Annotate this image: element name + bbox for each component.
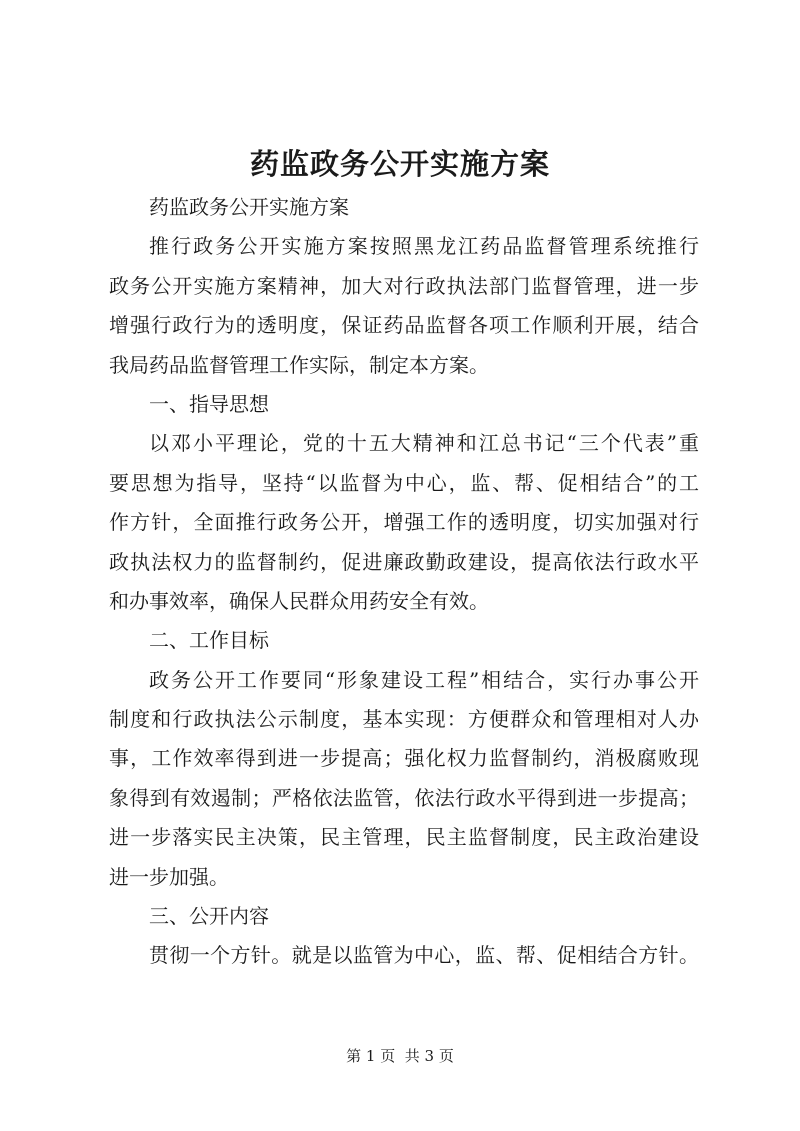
body-line: 象得到有效遏制；严格依法监管，依法行政水平得到进一步提高； (109, 785, 699, 810)
body-line: 以邓小平理论，党的十五大精神和江总书记“三个代表”重 (149, 431, 699, 456)
body-line: 增强行政行为的透明度，保证药品监督各项工作顺利开展，结合 (109, 313, 699, 338)
body-line: 进一步加强。 (109, 864, 229, 889)
page-number-label: 第 1 页 共 3 页 (346, 1047, 454, 1065)
body-line: 作方针，全面推行政务公开，增强工作的透明度，切实加强对行 (109, 510, 699, 535)
body-line: 进一步落实民主决策，民主管理，民主监督制度，民主政治建设 (109, 825, 699, 850)
body-line: 药监政务公开实施方案 (149, 195, 349, 219)
body-line: 我局药品监督管理工作实际，制定本方案。 (109, 352, 489, 377)
body-line: 推行政务公开实施方案按照黑龙江药品监督管理系统推行 (149, 234, 699, 259)
body-line: 贯彻一个方针。就是以监管为中心，监、帮、促相结合方针。 (149, 943, 699, 968)
body-line: 事，工作效率得到进一步提高；强化权力监督制约，消极腐败现 (109, 746, 699, 771)
document-body (109, 188, 699, 976)
body-line: 政执法权力的监督制约，促进廉政勤政建设，提高依法行政水平 (109, 549, 699, 574)
body-line: 要思想为指导，坚持“以监督为中心，监、帮、促相结合”的工 (109, 470, 699, 495)
document-title: 药监政务公开实施方案 (249, 147, 550, 181)
body-line: 二、工作目标 (149, 628, 269, 653)
body-line: 政务公开实施方案精神，加大对行政执法部门监督管理，进一步 (109, 273, 699, 298)
body-line: 和办事效率，确保人民群众用药安全有效。 (109, 588, 489, 613)
body-line: 一、指导思想 (149, 391, 269, 416)
body-line: 三、公开内容 (149, 904, 269, 929)
body-line: 政务公开工作要同“形象建设工程”相结合，实行办事公开 (149, 667, 699, 692)
body-line: 制度和行政执法公示制度，基本实现：方便群众和管理相对人办 (109, 707, 699, 732)
page-footer (0, 1046, 800, 1066)
